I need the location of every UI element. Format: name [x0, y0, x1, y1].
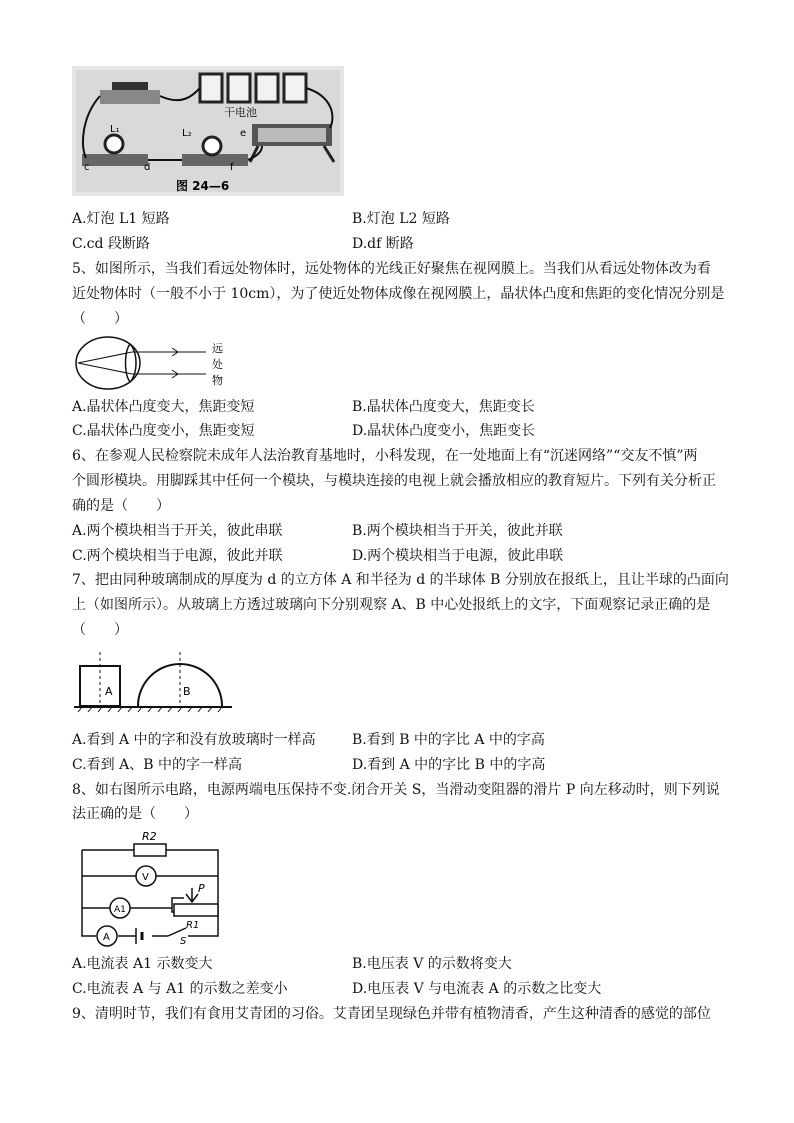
- q5-stem-line-2: 近处物体时（一般不小于 10cm），为了使近处物体成像在视网膜上，晶状体凸度和焦距的变化情况分别是: [72, 286, 725, 302]
- q7-option-d: D.看到 A 中的字比 B 中的字高: [352, 757, 546, 773]
- q5-stem-line-3: （ ）: [72, 311, 128, 327]
- q4-option-c: C.cd 段断路: [72, 236, 150, 252]
- svg-text:e: e: [240, 128, 247, 139]
- eye-label-1: 远: [212, 342, 223, 355]
- battery-label: 干电池: [224, 106, 257, 119]
- svg-text:L₁: L₁: [110, 124, 120, 135]
- q8-option-c: C.电流表 A 与 A1 的示数之差变小: [72, 981, 288, 997]
- q8-option-d: D.电压表 V 与电流表 A 的示数之比变大: [352, 981, 602, 997]
- q6-option-b: B.两个模块相当于开关，彼此并联: [352, 523, 563, 539]
- figure-caption: 图 24—6: [176, 179, 230, 193]
- block-b-label: B: [183, 685, 191, 698]
- eye-label-3: 物: [212, 374, 223, 387]
- q6-stem-line-2: 个圆形模块。用脚踩其中任何一个模块，与模块连接的电视上就会播放相应的教育短片。下列有关分析正: [72, 473, 716, 489]
- q5-option-c: C.晶状体凸度变小，焦距变短: [72, 423, 255, 439]
- ammeter-a1-label: A1: [114, 905, 126, 915]
- svg-text:L₂: L₂: [182, 128, 192, 139]
- q5-option-d: D.晶状体凸度变小，焦距变长: [352, 423, 536, 439]
- q7-option-b: B.看到 B 中的字比 A 中的字高: [352, 732, 545, 748]
- svg-text:c: c: [84, 162, 90, 173]
- q7-stem-line-2: 上（如图所示）。从玻璃上方透过玻璃向下分别观察 A、B 中心处报纸上的文字，下面观察记录正确的是: [72, 597, 711, 613]
- q5-option-b: B.晶状体凸度变大，焦距变长: [352, 399, 535, 415]
- r2-label: R2: [142, 830, 157, 843]
- q6-stem-line-3: 确的是（ ）: [72, 498, 170, 514]
- slider-p-label: P: [198, 882, 205, 895]
- circuit-photo-figure: [72, 66, 344, 196]
- svg-text:f: f: [230, 162, 234, 173]
- q6-option-c: C.两个模块相当于电源，彼此并联: [72, 548, 283, 564]
- q5-option-a: A.晶状体凸度变大，焦距变短: [72, 399, 255, 415]
- circuit-diagram: [72, 828, 222, 948]
- svg-text:d: d: [144, 162, 151, 173]
- r1-label: R1: [186, 920, 200, 931]
- q7-option-a: A.看到 A 中的字和没有放玻璃时一样高: [72, 732, 316, 748]
- eye-diagram: [72, 334, 242, 392]
- q6-stem-line-1: 6、在参观人民检察院未成年人法治教育基地时，小科发现，在一处地面上有“沉迷网络”“交友不慎”两: [72, 448, 698, 464]
- voltmeter-label: V: [142, 872, 149, 883]
- q8-option-b: B.电压表 V 的示数将变大: [352, 956, 512, 972]
- q4-option-b: B.灯泡 L2 短路: [352, 211, 450, 227]
- block-a-label: A: [105, 685, 113, 698]
- q8-stem-line-1: 8、如右图所示电路，电源两端电压保持不变.闭合开关 S，当滑动变阻器的滑片 P 向左移动时，则下列说: [72, 782, 720, 798]
- switch-s-label: S: [180, 936, 187, 947]
- q4-option-d: D.df 断路: [352, 236, 414, 252]
- q4-option-a: A.灯泡 L1 短路: [72, 211, 170, 227]
- q6-option-a: A.两个模块相当于开关，彼此串联: [72, 523, 283, 539]
- q6-option-d: D.两个模块相当于电源，彼此串联: [352, 548, 564, 564]
- q7-option-c: C.看到 A、B 中的字一样高: [72, 757, 242, 773]
- q7-stem-line-3: （ ）: [72, 622, 128, 638]
- q5-stem-line-1: 5、如图所示，当我们看远处物体时，远处物体的光线正好聚焦在视网膜上。当我们从看远处物体改为看: [72, 261, 711, 277]
- q9-stem-line-1: 9、清明时节，我们有食用艾青团的习俗。艾青团呈现绿色并带有植物清香，产生这种清香的感觉的部位: [72, 1006, 711, 1022]
- q7-stem-line-1: 7、把由同种玻璃制成的厚度为 d 的立方体 A 和半径为 d 的半球体 B 分别放在报纸上，且让半球的凸面向: [72, 572, 729, 588]
- q8-stem-line-2: 法正确的是（ ）: [72, 806, 198, 822]
- q8-option-a: A.电流表 A1 示数变大: [72, 956, 213, 972]
- glass-blocks-diagram: [72, 650, 234, 718]
- ammeter-a-label: A: [103, 932, 110, 943]
- eye-label-2: 处: [212, 358, 223, 371]
